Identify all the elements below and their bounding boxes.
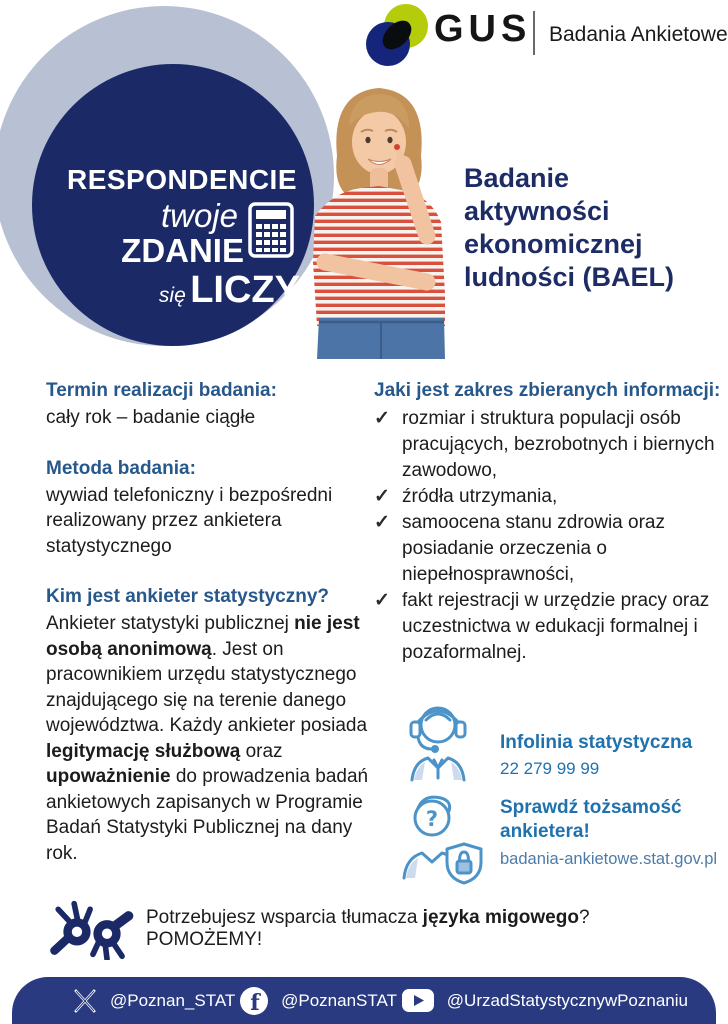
respondent-badge bbox=[62, 166, 302, 309]
footer-item-youtube bbox=[401, 988, 688, 1013]
sign-language-icon bbox=[48, 898, 136, 960]
text-segment-bold: upoważnienie bbox=[46, 766, 171, 787]
text-segment-bold: języka migowego bbox=[422, 907, 579, 928]
section-body: cały rok – badanie ciągłe bbox=[46, 407, 256, 428]
verify-identity-url: badania-ankietowe.stat.gov.pl bbox=[500, 850, 718, 868]
facebook-icon bbox=[239, 986, 269, 1016]
section-metoda bbox=[46, 458, 370, 560]
infolinia-title: Infolinia statystyczna bbox=[500, 732, 693, 753]
infolinia-phone: 22 279 99 99 bbox=[500, 759, 600, 778]
text-segment: Ankieter statystyki publicznej bbox=[46, 613, 295, 634]
contact-block bbox=[396, 698, 726, 893]
youtube-handle: @UrzadStatystycznywPoznaniu bbox=[446, 990, 688, 1010]
section-heading: Metoda badania: bbox=[46, 457, 196, 479]
sign-language-text bbox=[146, 907, 688, 951]
list-item-text: rozmiar i struktura populacji osób pracujących, bezrobotnych i biernych zawodowo, bbox=[402, 408, 715, 481]
text-segment-bold: nie jest osobą anonimową bbox=[46, 613, 360, 660]
x-handle: @Poznan_STAT bbox=[110, 990, 236, 1010]
calculator-icon bbox=[248, 202, 294, 258]
checkmark-icon: ✓ bbox=[374, 512, 390, 533]
section-heading: Termin realizacji badania: bbox=[46, 380, 277, 401]
gus-logo-icon bbox=[362, 0, 432, 68]
svg-text:?: ? bbox=[425, 807, 439, 831]
list-item bbox=[374, 406, 726, 484]
text-segment: do prowadzenia badań ankietowych zapisanych w Programie Badań Statystyki Publicznej na dany rok. bbox=[46, 766, 369, 864]
list-item bbox=[374, 510, 726, 588]
text-segment: ? POMOŻEMY! bbox=[146, 907, 590, 950]
footer-social-bar bbox=[12, 977, 716, 1024]
checkmark-icon: ✓ bbox=[374, 486, 390, 507]
section-heading: Jaki jest zakres zbieranych informacji: bbox=[374, 380, 721, 401]
gus-wordmark: GUS bbox=[434, 8, 532, 50]
badge-twoje: twoje bbox=[160, 197, 238, 234]
badania-ankietowe-label: Badania Ankietowe bbox=[549, 23, 728, 46]
section-body: wywiad telefoniczny i bezpośredni realizowany przez ankietera statystycznego bbox=[46, 484, 333, 557]
headset-agent-icon bbox=[398, 698, 478, 784]
text-segment-bold: legitymację służbową bbox=[46, 740, 241, 762]
text-segment: . Jest on pracownikiem urzędu statystycznego znajdującego się na terenie danego województwa. Każdy ankieter posiada bbox=[46, 638, 368, 736]
info-scope-list bbox=[374, 406, 726, 666]
checkmark-icon: ✓ bbox=[374, 408, 390, 429]
footer-item-facebook bbox=[239, 986, 397, 1016]
page-title: Badanie aktywności ekonomicznej ludności (BAEL) bbox=[464, 163, 674, 292]
checkmark-icon: ✓ bbox=[374, 590, 390, 611]
list-item-text: źródła utrzymania, bbox=[402, 486, 558, 507]
list-item bbox=[374, 484, 726, 510]
sign-language-row bbox=[48, 898, 688, 960]
section-body bbox=[46, 611, 370, 866]
badge-liczy: LICZY bbox=[190, 269, 300, 311]
section-termin bbox=[46, 380, 370, 431]
badge-sie: się bbox=[158, 284, 186, 307]
badge-zdanie: ZDANIE bbox=[121, 232, 244, 269]
pointing-woman-photo bbox=[287, 64, 472, 359]
text-segment: Potrzebujesz wsparcia tłumacza bbox=[146, 907, 423, 928]
right-column bbox=[374, 380, 726, 666]
identity-shield-icon bbox=[396, 786, 488, 886]
section-ankieter bbox=[46, 586, 370, 866]
footer-item-x bbox=[72, 988, 235, 1014]
left-column bbox=[46, 380, 370, 893]
list-item-text: samoocena stanu zdrowia oraz posiadanie orzeczenia o niepełnosprawności, bbox=[402, 512, 665, 585]
badge-sie-liczy bbox=[62, 271, 302, 309]
facebook-handle: @PoznanSTAT bbox=[281, 990, 397, 1010]
x-icon bbox=[72, 988, 98, 1014]
text-segment: oraz bbox=[240, 740, 283, 762]
logo-divider bbox=[533, 11, 535, 55]
list-item-text: fakt rejestracji w urzędzie pracy oraz uczestnictwa w edukacji formalnej i pozaformalnej. bbox=[402, 590, 710, 663]
section-heading: Kim jest ankieter statystyczny? bbox=[46, 586, 330, 607]
badge-respondencie: RESPONDENCIE bbox=[66, 164, 298, 195]
youtube-icon bbox=[401, 988, 435, 1013]
verify-identity-title: Sprawdź tożsamość ankietera! bbox=[500, 797, 682, 842]
svg-text:f: f bbox=[250, 989, 260, 1016]
list-item bbox=[374, 588, 726, 666]
